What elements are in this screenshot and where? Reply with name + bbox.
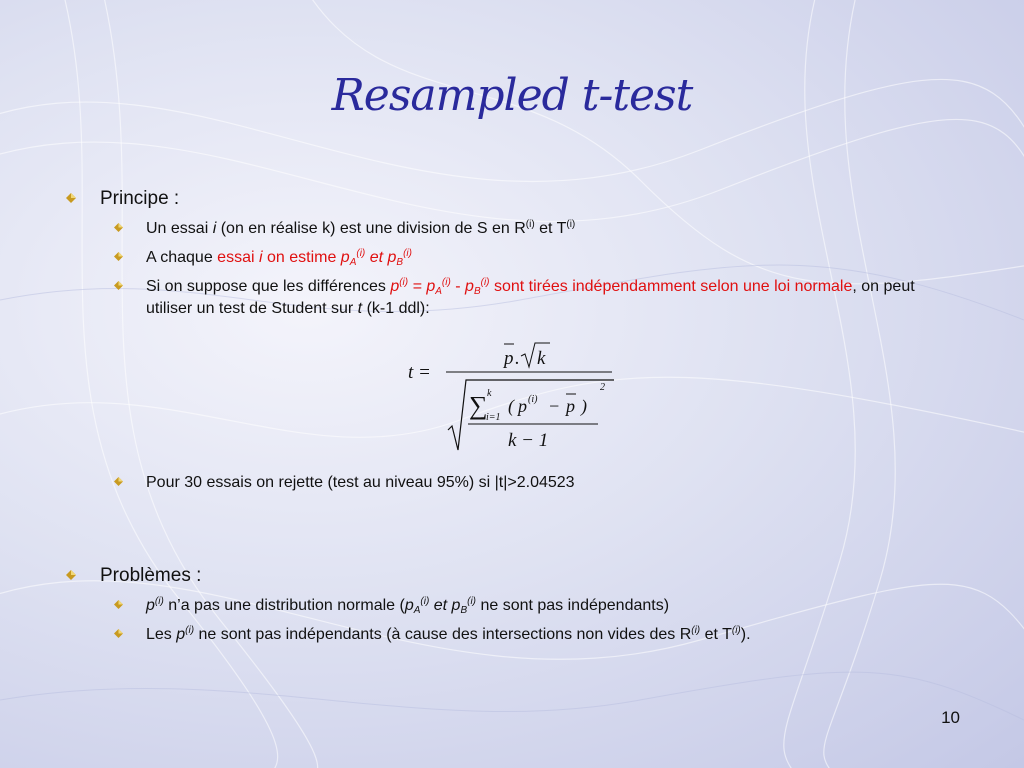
principe-heading-text: Principe :: [100, 188, 180, 209]
problemes-heading: [100, 565, 201, 587]
superscript: (i): [185, 625, 195, 636]
superscript: (i): [399, 277, 409, 288]
text-run: p: [465, 278, 474, 295]
text-run: et: [429, 597, 452, 614]
text-run: Pour 30 essais on rejette (test au niveau 95%) si |t|>2.04523: [146, 474, 575, 491]
slide-number: 10: [941, 708, 960, 727]
denominator: k − 1: [508, 430, 549, 451]
sum-lower-limit: i=1: [486, 412, 501, 423]
subscript: B: [460, 605, 468, 616]
text-run: ne sont pas indépendants): [476, 597, 670, 614]
text-run: p: [387, 249, 397, 266]
formula-lhs: t =: [408, 362, 431, 383]
sum-symbol: ∑: [469, 391, 488, 420]
principe-item-3: [146, 276, 956, 320]
sum-upper-limit: k: [487, 388, 492, 399]
superscript: (i): [356, 248, 366, 259]
bullet-diamond-icon: [66, 193, 76, 203]
text-run: p: [340, 249, 350, 266]
problemes-item-1: [146, 595, 956, 617]
text-run: i: [258, 249, 263, 266]
superscript: (i): [731, 625, 741, 636]
text-run: Si on suppose que les différences: [146, 278, 391, 295]
text-run: ).: [740, 626, 751, 643]
text-run: (k-1 ddl):: [362, 300, 430, 317]
bullet-diamond-icon: [114, 477, 123, 486]
bullet-diamond-icon: [114, 281, 123, 290]
superscript: (i): [480, 277, 490, 288]
superscript: (i): [566, 219, 576, 230]
numerator-dot: .: [515, 348, 520, 369]
p-bar: p: [566, 396, 575, 416]
principe-heading: [100, 188, 179, 210]
superscript: (i): [691, 625, 701, 636]
principe-item-2: [146, 247, 956, 269]
superscript: (i): [420, 596, 430, 607]
sqrt-k-radical: [521, 343, 550, 367]
principe-item-1: [146, 218, 956, 240]
text-run: et T: [534, 220, 567, 237]
text-run: p: [451, 597, 461, 614]
superscript: (i): [441, 277, 451, 288]
text-run: Un essai: [146, 220, 213, 237]
exponent: 2: [600, 382, 605, 393]
text-run: (on en réalise k) est une division de S en R: [216, 220, 526, 237]
text-run: p: [426, 278, 436, 295]
text-run: p: [146, 597, 155, 614]
text-run: p: [390, 278, 400, 295]
text-run: essai: [217, 249, 259, 266]
bullet-diamond-icon: [114, 252, 123, 261]
bullet-diamond-icon: [66, 570, 76, 580]
principe-item-4: [146, 472, 956, 494]
superscript: (i): [525, 219, 535, 230]
t-statistic-formula: [404, 338, 624, 458]
text-run: n’a pas une distribution normale (: [163, 597, 405, 614]
text-run: on estime: [262, 249, 341, 266]
problemes-heading-text: Problèmes :: [100, 565, 202, 586]
text-run: ne sont pas indépendants (à cause des intersections non vides des R: [194, 626, 692, 643]
bullet-diamond-icon: [114, 629, 123, 638]
text-run: -: [450, 278, 466, 295]
text-run: =: [408, 278, 427, 295]
bullet-diamond-icon: [114, 600, 123, 609]
numerator-p: p: [504, 348, 514, 369]
superscript: (i): [467, 596, 476, 607]
text-run: et: [365, 249, 388, 266]
paren-open: (: [508, 396, 514, 416]
text-run: , on peut utiliser un test de Student sur: [146, 278, 915, 317]
problemes-item-2: [146, 624, 956, 646]
subscript: A: [435, 286, 442, 297]
text-run: et T: [700, 626, 732, 643]
subscript: B: [396, 257, 404, 268]
subscript: A: [413, 605, 421, 616]
numerator-k: k: [537, 348, 546, 369]
paren-close: ): [581, 396, 587, 416]
superscript: (i): [154, 596, 164, 607]
text-run: p: [176, 626, 186, 643]
text-run: Les: [146, 626, 177, 643]
bullet-diamond-icon: [114, 223, 123, 232]
text-run: t: [357, 300, 363, 317]
text-run: sont tirées indépendamment selon une loi normale: [489, 278, 853, 295]
subscript: B: [473, 286, 481, 297]
subscript: A: [349, 257, 357, 268]
p-i-superscript: (i): [528, 394, 538, 405]
text-run: p: [404, 597, 414, 614]
minus-sign: −: [548, 396, 561, 416]
text-run: A chaque: [146, 249, 218, 266]
slide-title: Resampled t-test: [331, 70, 693, 121]
text-run: i: [212, 220, 217, 237]
p-i: p: [518, 396, 527, 416]
superscript: (i): [403, 248, 412, 259]
